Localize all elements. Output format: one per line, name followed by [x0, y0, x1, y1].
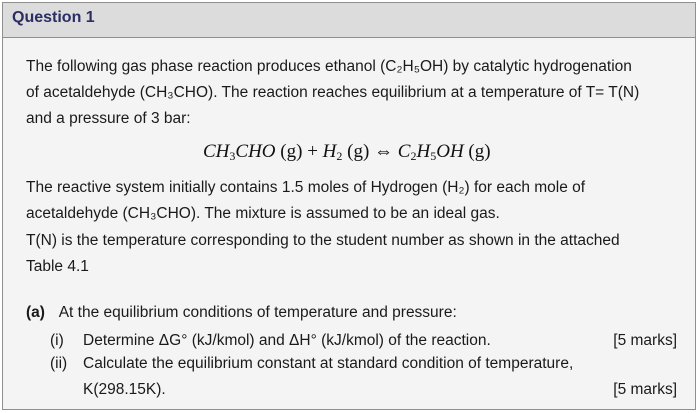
- system-line-4: Table 4.1: [26, 258, 89, 275]
- item-ii-text-line-2: K(298.15K).: [83, 381, 166, 398]
- equilibrium-arrow-icon: ⇔: [374, 141, 394, 162]
- part-a-text: At the equilibrium conditions of temperature and pressure:: [58, 304, 457, 321]
- item-i-marks: [5 marks]: [613, 332, 677, 349]
- item-i-label: (i): [50, 332, 64, 349]
- question-box: [2, 2, 696, 410]
- intro-line-1: The following gas phase reaction produces ethanol (C₂H₅OH) by catalytic hydrogenation: [26, 58, 632, 75]
- intro-line-3: and a pressure of 3 bar:: [26, 110, 191, 127]
- item-ii-marks: [5 marks]: [613, 381, 677, 398]
- system-line-2: acetaldehyde (CH₃CHO). The mixture is assumed to be an ideal gas.: [26, 205, 500, 222]
- system-line-1: The reactive system initially contains 1.5 moles of Hydrogen (H₂) for each mole of: [26, 179, 586, 196]
- part-a-label: (a): [26, 304, 45, 321]
- part-a-heading: [26, 303, 457, 323]
- item-ii-text-line-1: Calculate the equilibrium constant at standard condition of temperature,: [83, 355, 574, 372]
- intro-line-2: of acetaldehyde (CH₃CHO). The reaction reaches equilibrium at a temperature of T= T(N): [26, 84, 640, 101]
- question-title: Question 1: [12, 9, 95, 26]
- item-i-text: Determine ΔG° (kJ/kmol) and ΔH° (kJ/kmol) of the reaction.: [83, 332, 491, 349]
- question-header: [3, 3, 695, 38]
- reaction-equation: $CH_3CHO$ $(g) + H_2$ (g) ⇔ $C_2H_5OH$ (g): [203, 141, 491, 163]
- system-line-3: T(N) is the temperature corresponding to the student number as shown in the attached: [26, 232, 620, 249]
- item-ii-label: (ii): [50, 355, 68, 372]
